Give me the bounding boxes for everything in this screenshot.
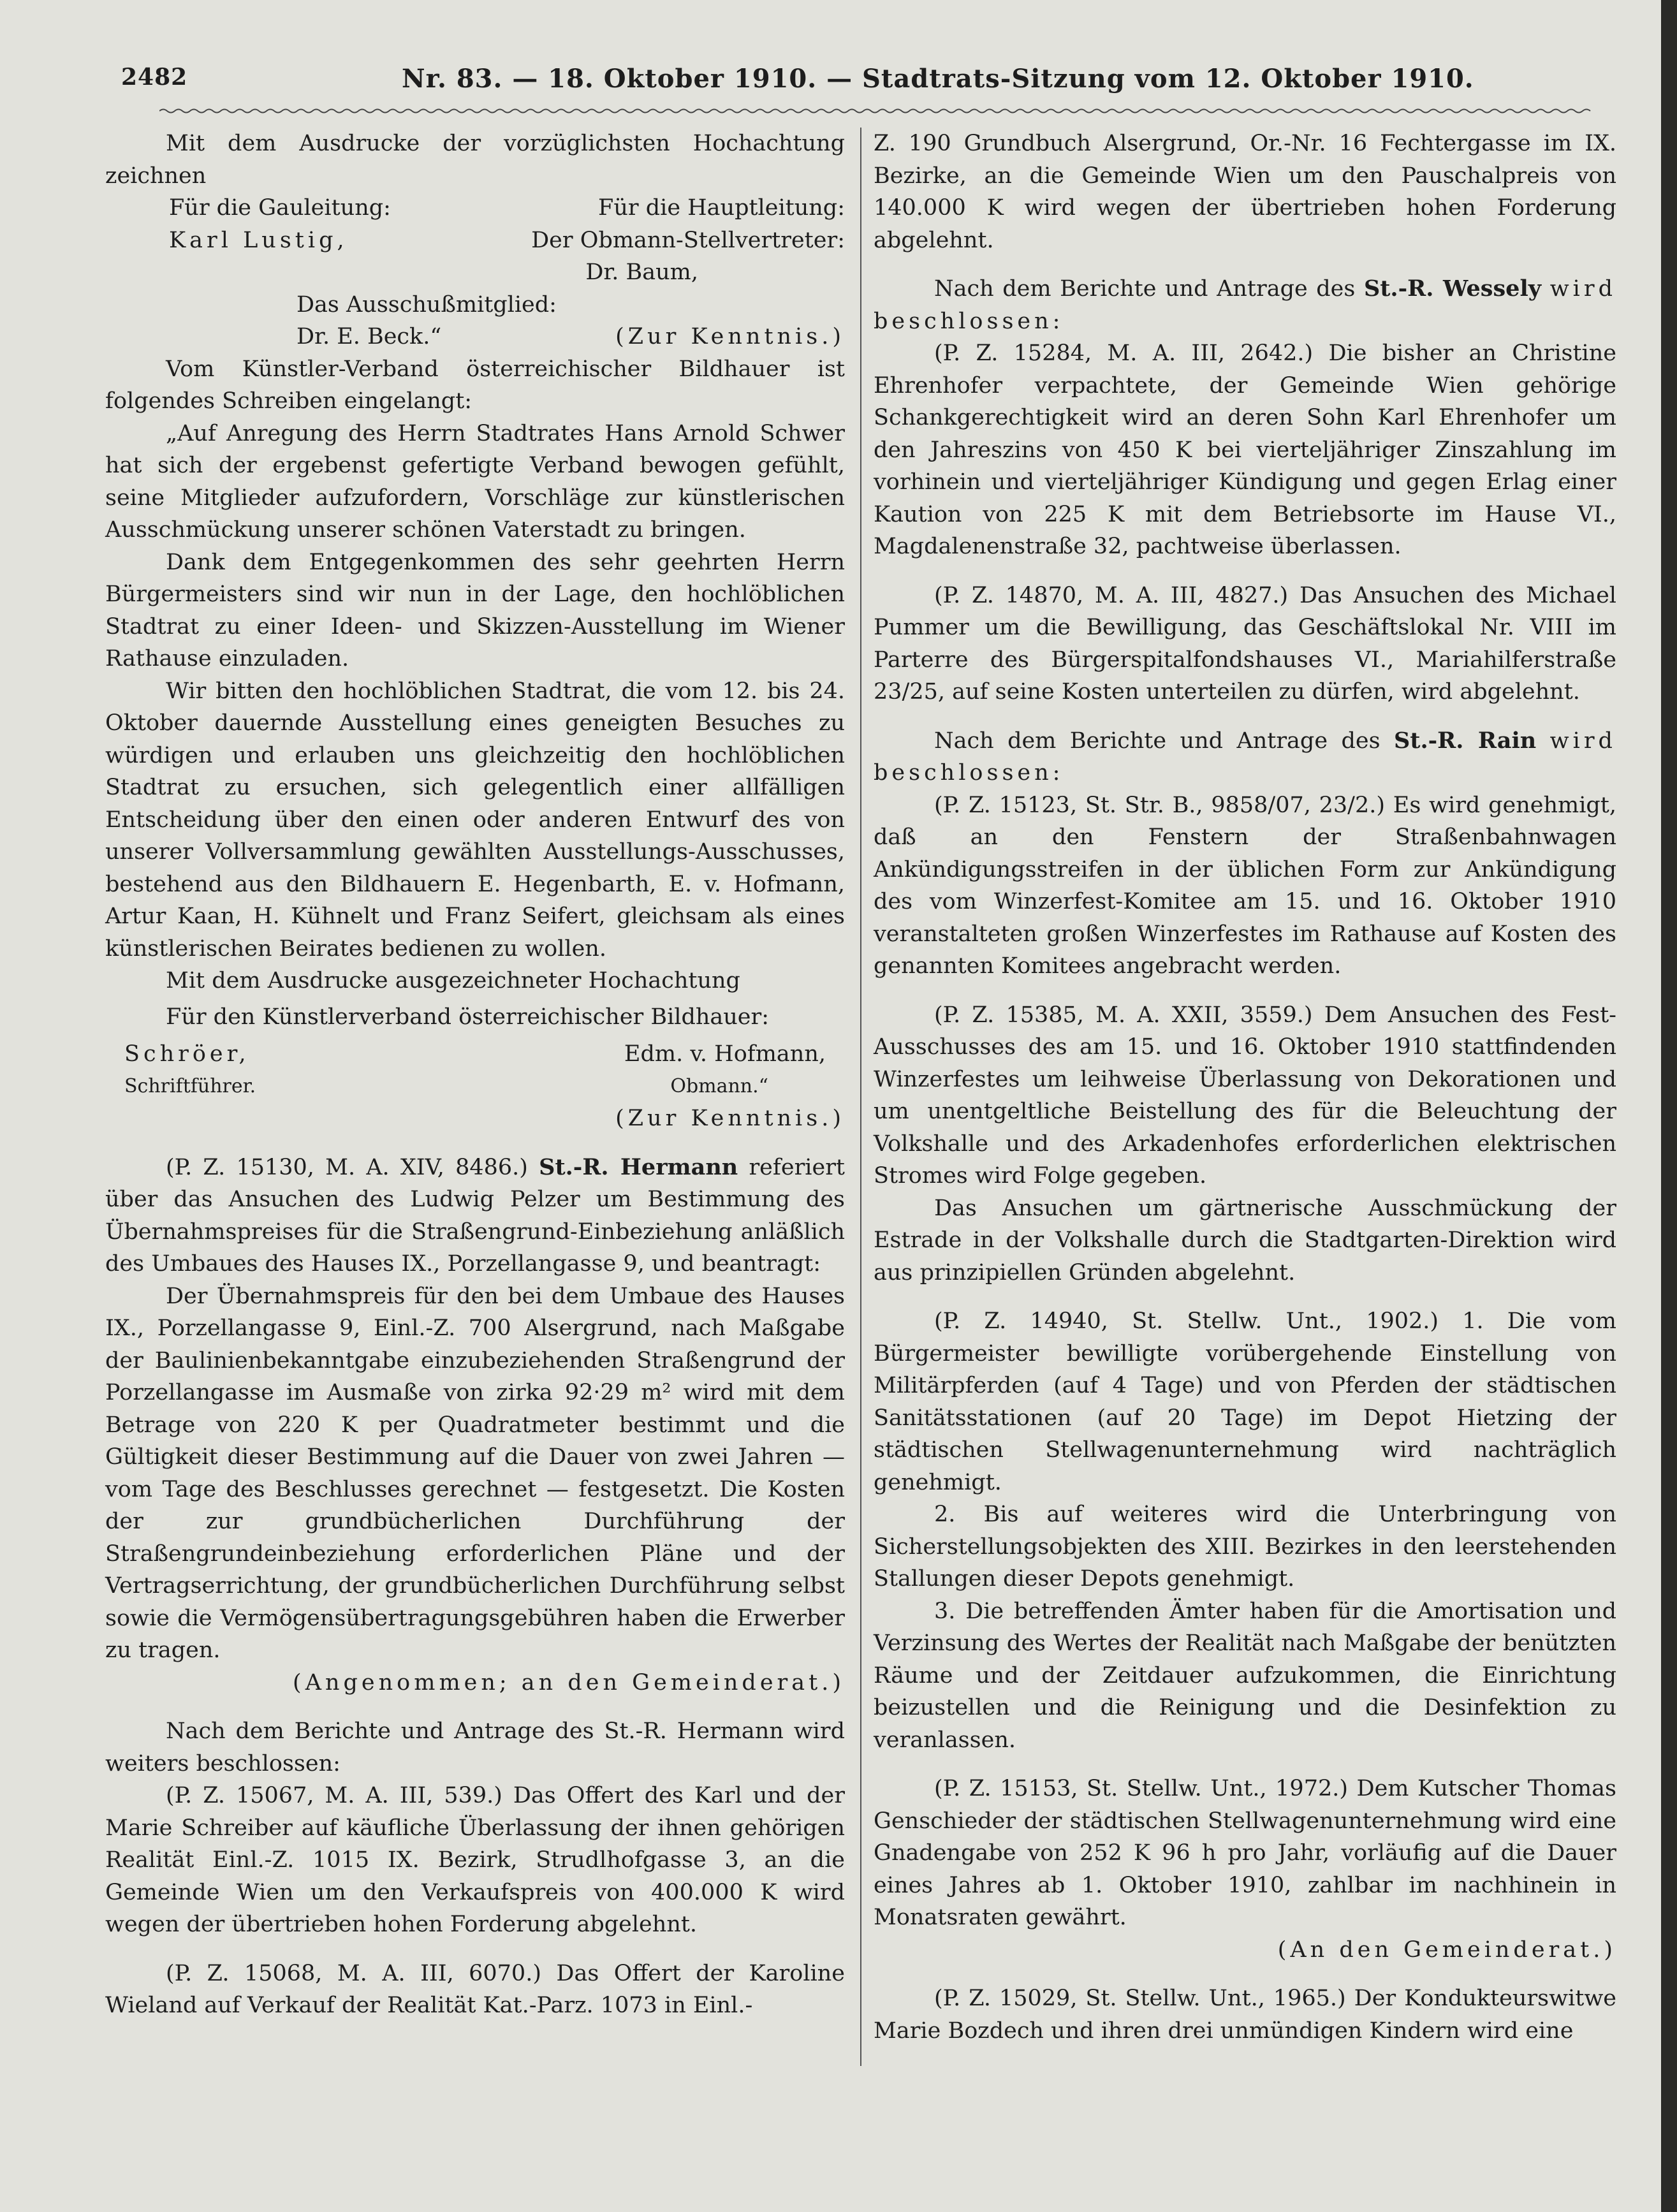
note-kenntnis-1: (Zur Kenntnis.): [615, 324, 845, 349]
left-column: [105, 128, 845, 2104]
signature-row-2: [105, 224, 845, 257]
signature-ausschuss-title: Das Ausschußmitglied:: [297, 291, 557, 318]
closing-line-1: Mit dem Ausdrucke der vorzüglichsten Hochachtung zeichnen: [105, 131, 845, 189]
column-divider: [860, 128, 861, 2066]
page-number: 2482: [121, 64, 188, 91]
note-angenommen: (Angenommen; an den Gemeinderat.): [293, 1669, 845, 1696]
signature-haupt-label: Für die Hauptleitung:: [598, 195, 845, 221]
signature-row-1: [105, 192, 845, 224]
right-paragraph-2-pre: Nach dem Berichte und Antrage des: [934, 276, 1356, 302]
header-rule: [159, 107, 1594, 115]
signature-obmann-2: Obmann.“: [670, 1074, 768, 1097]
signature-hofmann: Edm. v. Hofmann,: [624, 1041, 826, 1067]
right-paragraph-2-speaker: St.-R. Wessely: [1363, 275, 1542, 302]
signature-gau-name: Karl Lustig,: [169, 227, 348, 253]
paragraph-5: [105, 1152, 845, 1280]
closing-line-3: Für den Künstlerverband österreichischer Bildhauer:: [166, 1004, 770, 1030]
paragraph-6: Der Übernahmspreis für den bei dem Umbaue des Hauses IX., Porzellangasse 9, Einl.-Z. 700 Alsergrund, nach Maßgabe der Baulinienbekanntgabe einzubeziehenden Straßengrund der Porzellangasse im Ausmaße von zirka 92·29 m² wird mit dem Betrage von 220 K per Quadratmeter bestimmt und die Gültigkeit dieser Bestimmung auf die Dauer von zwei Jahren — vom Tage des Beschlusses gerechnet — festgesetzt. Die Kosten der zur grundbücherlichen Durchführung der Straßengrundeinbeziehung erforderlichen Pläne und der Vertragserrichtung, der grundbücherlichen Durchführung selbst sowie die Vermögensübertragungsgebühren haben die Erwerber zu tragen.: [105, 1283, 845, 1663]
paragraph-4: Wir bitten den hochlöblichen Stadtrat, die vom 12. bis 24. Oktober dauernde Ausstellung eines geneigten Besuches zu würdigen und erlauben uns gleichzeitig den hochlöblichen Stadtrat zu ersuchen, sich gelegentlich einer allfälligen Entscheidung über den einen oder anderen Entwurf des von unserer Vollversammlung gewählten Ausstellungs-Ausschusses, bestehend aus den Bildhauern E. Hegenbarth, E. v. Hofmann, Artur Kaan, H. Kühnelt und Franz Seifert, gleichsam als eines künstlerischen Beirates bedienen zu wollen.: [105, 678, 845, 962]
signature-gau-label: Für die Gauleitung:: [169, 195, 391, 221]
signature-obmann-name: Dr. Baum,: [585, 260, 698, 285]
right-paragraph-1: Z. 190 Grundbuch Alsergrund, Or.-Nr. 16 Fechtergasse im IX. Bezirke, an die Gemeinde Wien um den Pauschalpreis von 140.000 K wird wegen der übertrieben hohen Forderung abgelehnt.: [874, 131, 1616, 253]
paragraph-7: Nach dem Berichte und Antrage des St.-R. Hermann wird weiters beschlossen:: [105, 1718, 845, 1776]
right-paragraph-10: 2. Bis auf weiteres wird die Unterbringung von Sicherstellungsobjekten des XIII. Bezirkes in den leerstehenden Stallungen dieser Depots genehmigt.: [874, 1502, 1616, 1592]
closing-line-2: Mit dem Ausdrucke ausgezeichneter Hochachtung: [166, 968, 740, 993]
paragraph-9: (P. Z. 15068, M. A. III, 6070.) Das Offert der Karoline Wieland auf Verkauf der Realität Kat.-Parz. 1073 in Einl.-: [105, 1960, 845, 2018]
paragraph-5-speaker: St.-R. Hermann: [539, 1154, 738, 1180]
signature-row-4: [105, 1038, 845, 1071]
signature-schriftfuehrer: Schriftführer.: [124, 1074, 256, 1097]
signature-row-3: [105, 321, 845, 353]
signature-ausschuss-name: Dr. E. Beck.“: [297, 324, 442, 349]
right-paragraph-12: (P. Z. 15153, St. Stellw. Unt., 1972.) Dem Kutscher Thomas Genschieder der städtischen Stellwagenunternehmung wird eine Gnadengabe von 252 K 96 h pro Jahr, vorläufig auf die Dauer eines Jahres ab 1. Oktober 1910, zahlbar im nachhinein in Monatsraten gewährt.: [874, 1776, 1616, 1930]
running-title: Nr. 83. — 18. Oktober 1910. — Stadtrats-Sitzung vom 12. Oktober 1910.: [402, 64, 1474, 94]
note-kenntnis-2: (Zur Kenntnis.): [615, 1106, 845, 1131]
right-paragraph-13: (P. Z. 15029, St. Stellw. Unt., 1965.) Der Kondukteurswitwe Marie Bozdech und ihren drei unmündigen Kindern wird eine: [874, 1986, 1616, 2044]
paragraph-5-ref: (P. Z. 15130, M. A. XIV, 8486.): [166, 1154, 528, 1180]
right-column: [874, 128, 1616, 2104]
note-gemeinderat: (An den Gemeinderat.): [1277, 1937, 1616, 1963]
paragraph-3: Dank dem Entgegenkommen des sehr geehrten Herrn Bürgermeisters sind wir nun in der Lage, den hochlöblichen Stadtrat zu einer Ideen- und Skizzen-Ausstellung im Wiener Rathause einzuladen.: [105, 549, 845, 671]
page-header: [121, 64, 1620, 108]
right-paragraph-5: [874, 725, 1616, 789]
right-paragraph-5-post: wird beschlossen:: [874, 728, 1616, 786]
right-paragraph-4: (P. Z. 14870, M. A. III, 4827.) Das Ansuchen des Michael Pummer um die Bewilligung, das Geschäftslokal Nr. VIII im Parterre des Bürgerspitalfondshauses VI., Mariahilferstraße 23/25, auf seine Kosten unterteilen zu dürfen, wird abgelehnt.: [874, 582, 1616, 705]
signature-schroeer: Schröer,: [124, 1041, 250, 1067]
right-paragraph-7: (P. Z. 15385, M. A. XXII, 3559.) Dem Ansuchen des Fest-Ausschusses des am 15. und 16. Oktober 1910 stattfindenden Winzerfestes um leihweise Überlassung von Dekorationen und um unentgeltliche Beistellung des für die Beleuchtung der Volkshalle und des Arkadenhofes erforderlichen elektrischen Stromes wird Folge gegeben.: [874, 1002, 1616, 1189]
right-paragraph-5-speaker: St.-R. Rain: [1394, 727, 1537, 754]
signature-obmann-title: Der Obmann-Stellvertreter:: [531, 227, 845, 253]
paragraph-5-body: referiert über das Ansuchen des Ludwig Pelzer um Bestimmung des Übernahmspreises für die Straßengrund-Einbeziehung anläßlich des Umbaues des Hauses IX., Porzellangasse 9, und beantragt:: [105, 1154, 845, 1277]
signature-row-5: [105, 1071, 845, 1103]
scan-edge: [1661, 0, 1677, 2212]
right-paragraph-3: (P. Z. 15284, M. A. III, 2642.) Die bisher an Christine Ehrenhofer verpachtete, der Gemeinde Wien gehörige Schankgerechtigkeit wird an deren Sohn Karl Ehrenhofer um den Jahreszins von 450 K bei vierteljähriger Zinszahlung im vorhinein und vierteljähriger Kündigung und gegen Erlag einer Kaution von 225 K mit dem Betriebsorte im Hause VI., Magdalenenstraße 32, pachtweise überlassen.: [874, 341, 1616, 559]
right-paragraph-5-pre: Nach dem Berichte und Antrage des: [934, 728, 1380, 754]
paragraph-8: (P. Z. 15067, M. A. III, 539.) Das Offert des Karl und der Marie Schreiber auf käufliche Überlassung der ihnen gehörigen Realität Einl.-Z. 1015 IX. Bezirk, Strudlhofgasse 3, an die Gemeinde Wien um den Verkaufspreis von 400.000 K wird wegen der übertrieben hohen Forderung abgelehnt.: [105, 1783, 845, 1937]
right-paragraph-8: Das Ansuchen um gärtnerische Ausschmückung der Estrade in der Volkshalle durch die Stadtgarten-Direktion wird aus prinzipiellen Gründen abgelehnt.: [874, 1195, 1616, 1285]
right-paragraph-2: [874, 273, 1616, 337]
right-paragraph-11: 3. Die betreffenden Ämter haben für die Amortisation und Verzinsung des Wertes der Realität nach Maßgabe der benützten Räume und der Zeitdauer aufzukommen, die Einrichtung beizustellen und die Reinigung und die Desinfektion zu veranlassen.: [874, 1598, 1616, 1753]
paragraph-1: Vom Künstler-Verband österreichischer Bildhauer ist folgendes Schreiben eingelangt:: [105, 356, 845, 414]
paragraph-2: „Auf Anregung des Herrn Stadtrates Hans Arnold Schwer hat sich der ergebenst gefertigte Verband bewogen gefühlt, seine Mitglieder aufzufordern, Vorschläge zur künstlerischen Ausschmückung unserer schönen Vaterstadt zu bringen.: [105, 420, 845, 543]
right-paragraph-6: (P. Z. 15123, St. Str. B., 9858/07, 23/2.) Es wird genehmigt, daß an den Fenstern der Straßenbahnwagen Ankündigungsstreifen in der üblichen Form zur Ankündigung des vom Winzerfest-Komitee am 15. und 16. Oktober 1910 veranstalteten großen Winzerfestes im Rathause auf Kosten des genannten Komitees angebracht werden.: [874, 792, 1616, 979]
right-paragraph-9: (P. Z. 14940, St. Stellw. Unt., 1902.) 1. Die vom Bürgermeister bewilligte vorübergehende Einstellung von Militärpferden (auf 4 Tage) und von Pferden der städtischen Sanitätsstationen (auf 20 Tage) im Depot Hietzing der städtischen Stellwagenunternehmung wird nachträglich genehmigt.: [874, 1308, 1616, 1495]
right-paragraph-2-post: wird beschlossen:: [874, 276, 1616, 334]
